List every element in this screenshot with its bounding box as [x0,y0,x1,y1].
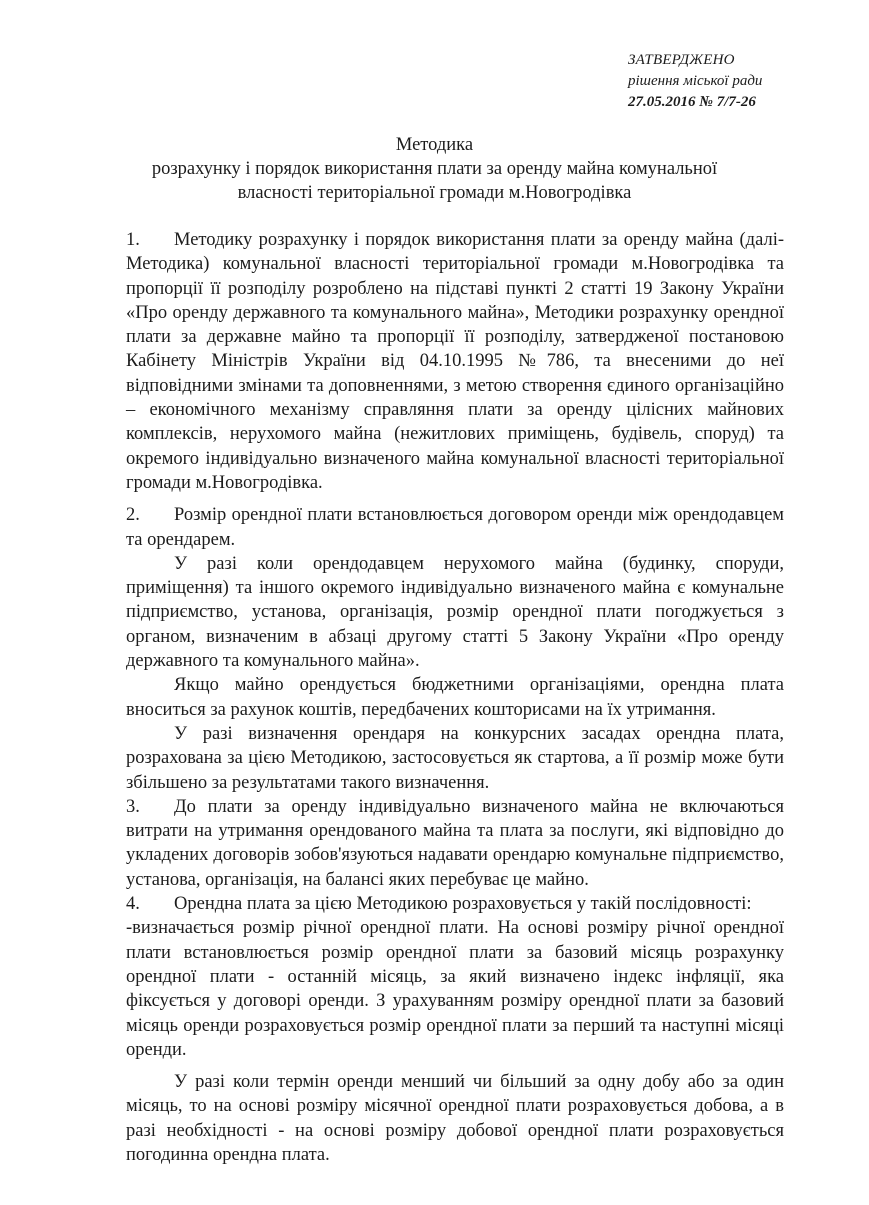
section-4-text: Орендна плата за цією Методикою розраховується у такій послідовності: [174,894,752,915]
section-2-number: 2. [126,505,140,526]
section-4-number: 4. [126,894,140,915]
approval-decision: рішення міської ради [628,73,763,89]
section-1-number: 1. [126,230,140,250]
section-2-paragraph-3: Якщо майно орендується бюджетними організаціями, орендна плата вноситься за рахунок коштів, передбачених кошторисами на їх утримання. [126,675,784,720]
section-2-paragraph-2: У разі коли орендодавцем нерухомого майна (будинку, споруди, приміщення) та іншого окремого індивідуально визначеного майна є комунальне підприємство, установа, організація, розмір орендної плати погоджується з органом, визначеним в абзаці другому статті 5 Закону України «Про оренду державного та комунального майна». [126,553,784,672]
section-4-paragraph-3: У разі коли термін оренди менший чи більший за одну добу або за один місяць, то на основі розміру місячної орендної плати розраховується добова, а в разі необхідності - на основі розміру добової орендної плати розраховується погодинна орендна плата. [126,1072,784,1165]
title-line-3: власності територіальної громади м.Новогродівка [237,183,632,203]
document-title [0,133,869,205]
section-3-text: До плати за оренду індивідуально визначеного майна не включаються витрати на утримання орендованого майна та плата за послуги, які відповідно до укладених договорів зобов'язуються надавати орендарю комунальне підприємство, установа, організація, на балансі яких перебуває це майно. [126,796,784,890]
document-body [126,228,784,1167]
approval-date: 27.05.2016 № 7/7-26 [628,94,756,110]
approval-stamp [628,50,762,113]
section-2 [126,503,784,552]
section-2-text: Розмір орендної плати встановлюється договором оренди між орендодавцем та орендарем. [126,505,784,550]
section-2-paragraph-4: У разі визначення орендаря на конкурсних засадах орендна плата, розрахована за цією Методикою, застосовується як стартова, а її розмір може бути збільшено за результатами такого визначення. [126,723,784,793]
section-4 [126,892,784,916]
section-3 [126,795,784,892]
approval-title: ЗАТВЕРДЖЕНО [628,52,735,68]
section-1-text: Методику розрахунку і порядок використання плати за оренду майна (далі-Методика) комунальної власності територіальної громади м.Новогродівка та пропорції її розподілу розроблено на підставі пункті 2 статті 19 Закону України «Про оренду державного та комунального майна», Методики розрахунку орендної плати за державне майно та пропорції її розподілу, затвердженої постановою Кабінету Міністрів України від 04.10.1995 №786, та внесеними до неї відповідними змінами та доповненнями, з метою створення єдиного організаційно – економічного механізму справляння плати за оренду цілісних майнових комплексів, нерухомого майна (нежитлових приміщень, будівель, споруд) та окремого індивідуально визначеного майна комунальної власності територіальної громади м.Новогродівка. [126,230,784,493]
section-4-paragraph-2: -визначається розмір річної орендної плати. На основі розміру річної орендної плати встановлюється розмір орендної плати за базовий місяць розрахунку орендної плати - останній місяць, за який визначено індекс інфляції, яка фіксується у договорі оренди. З урахуванням розміру орендної плати за базовий місяць оренди розраховується розмір орендної плати за перший та наступні місяці оренди. [126,918,784,1060]
section-1 [126,228,784,495]
title-line-2: розрахунку і порядок використання плати за оренду майна комунальної [151,159,718,179]
title-line-1: Методика [395,135,474,155]
section-3-number: 3. [126,796,140,817]
